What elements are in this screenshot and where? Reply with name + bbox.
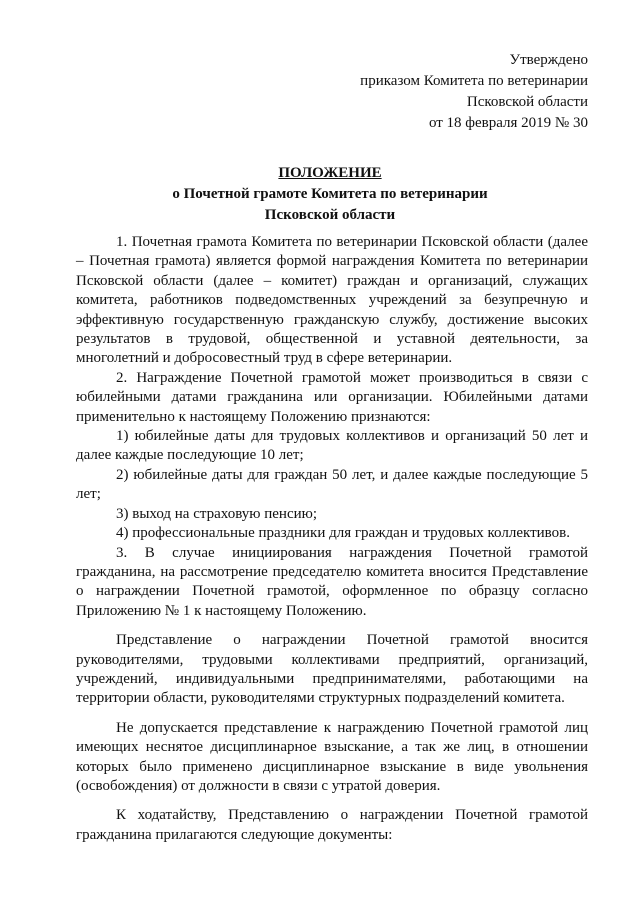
approval-line: Псковской области bbox=[466, 94, 588, 110]
paragraph: Представление о награждении Почетной грамотой вносится руководителями, трудовыми коллективами предприятий, организаций, учреждений, индивидуальными предпринимателями, работающими на территории области, руководителями структурных подразделений комитета. bbox=[76, 632, 588, 707]
paragraph: 4) профессиональные праздники для граждан и трудовых коллективов. bbox=[116, 525, 570, 542]
paragraph: 1. Почетная грамота Комитета по ветеринарии Псковской области (далее – Почетная грамота) является формой награждения Комитета по ветеринарии Псковской области (далее – комитет) граждан и организаций, служащих комитета, работников подведомственных учреждений за безупречную и эффективную государственную гражданскую службу, достижение высоких результатов в трудовой, общественной и уставной деятельности, за многолетний и добросовестный труд в сфере ветеринарии. bbox=[76, 234, 588, 367]
approval-line: приказом Комитета по ветеринарии bbox=[360, 73, 588, 89]
document-body bbox=[76, 233, 588, 845]
paragraph: 3) выход на страховую пенсию; bbox=[116, 505, 317, 522]
title-main: ПОЛОЖЕНИЕ bbox=[278, 165, 382, 181]
approval-stamp bbox=[360, 50, 588, 134]
document-title bbox=[70, 163, 590, 226]
paragraph: 3. В случае инициирования награждения Почетной грамотой гражданина, на рассмотрение председателю комитета вносится Представление о награждении Почетной грамотой, оформленное по образцу согласно Приложению № 1 к настоящему Положению. bbox=[76, 544, 588, 619]
title-subtitle: о Почетной грамоте Комитета по ветеринарии bbox=[172, 186, 488, 202]
paragraph: К ходатайству, Представлению о награждении Почетной грамотой гражданина прилагаются следующие документы: bbox=[76, 807, 588, 843]
approval-line: Утверждено bbox=[509, 52, 588, 68]
paragraph: 1) юбилейные даты для трудовых коллективов и организаций 50 лет и далее каждые последующие 10 лет; bbox=[76, 428, 588, 464]
paragraph: 2. Награждение Почетной грамотой может производиться в связи с юбилейными датами гражданина или организации. Юбилейными датами применительно к настоящему Положению признаются: bbox=[76, 369, 588, 425]
title-subtitle: Псковской области bbox=[264, 207, 396, 223]
paragraph: 2) юбилейные даты для граждан 50 лет, и далее каждые последующие 5 лет; bbox=[76, 466, 588, 503]
paragraph: Не допускается представление к награждению Почетной грамотой лиц имеющих неснятое дисциплинарное взыскание, а так же лиц, в отношении которых было применено дисциплинарное взыскание в виде увольнения (освобождения) от должности в связи с утратой доверия. bbox=[76, 719, 588, 794]
approval-line: от 18 февраля 2019 № 30 bbox=[428, 115, 588, 131]
